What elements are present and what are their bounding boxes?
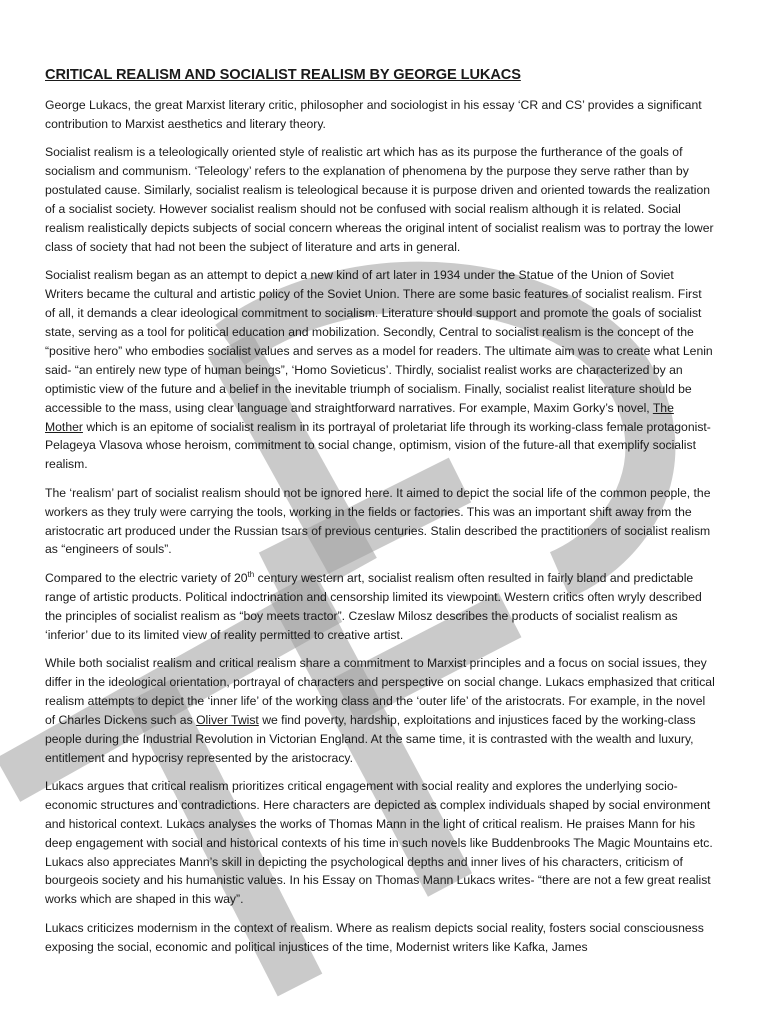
paragraph-socialist-realism-features [45,266,715,474]
text-segment: Socialist realism began as an attempt to depict a new kind of art later in 1934 under the Statue of the Union of Soviet Writers became the cultural and artistic policy of the Soviet Union. There are some basic features of socialist realism. First of all, it demands a clear ideological commitment to socialism. Literature should support and promote the goals of socialist state, serving as a tool for political education and mobilization. Secondly, Central to socialist realism is the concept of the “positive hero” who embodies socialist values and serves as a model for readers. The ultimate aim was to create what Lenin said- “an entirely new type of human beings”, ‘Homo Sovieticus’. Thirdly, socialist realist works are characterized by an optimistic view of the future and a belief in the inevitable triumph of socialism. Finally, socialist realist literature should be accessible to the mass, using clear language and straightforward narratives. For example, Maxim Gorky’s novel, [45,268,713,415]
paragraph-western-comparison [45,569,715,645]
paragraph-modernism: Lukacs criticizes modernism in the context of realism. Where as realism depicts social reality, fosters social consciousness exposing the social, economic and political injustices of the time, Modernist writers like Kafka, James [45,920,704,954]
text-segment: we find poverty, hardship, exploitations and injustices faced by the working-class people during the Industrial Revolution in Victorian England. At the same time, it is contrasted with the wealth and luxury, entitlement and hypocrisy represented by the aristocracy. [45,712,696,765]
document-body [45,64,715,966]
paragraph-thomas-mann: Lukacs argues that critical realism prioritizes critical engagement with social reality and explores the underlying socio-economic structures and contradictions. Here characters are depicted as complex individuals shaped by social environment and historical context. Lukacs analyses the works of Thomas Mann in the light of critical realism. He praises Mann for his deep engagement with social and historical contexts of his time in such novels like Buddenbrooks The Magic Mountains etc. Lukacs also appreciates Mann’s skill in depicting the psychological depths and inner lives of his characters, criticism of bourgeois society and his humanistic values. In his Essay on Thomas Mann Lukacs writes- “there are not a few great realist works which are shaped in this way”. [45,778,713,907]
paragraph-realism-part: The ‘realism’ part of socialist realism should not be ignored here. It aimed to depict the social life of the common people, the workers as they truly were carrying the tools, working in the fields or factories. This was an important shift away from the aristocratic art produced under the Russian tsars of previous centuries. Stalin described the practitioners of socialist realism as “engineers of souls”. [45,485,711,557]
paragraph-intro: George Lukacs, the great Marxist literary critic, philosopher and sociologist in his essay ‘CR and CS’ provides a significant contribution to Marxist aesthetics and literary theory. [45,98,702,131]
book-title-oliver-twist: Oliver Twist [196,712,259,727]
paragraph-critical-realism-contrast [45,654,715,767]
text-segment: While both socialist realism and critical realism share a commitment to Marxist principles and a focus on social issues, they differ in the ideological orientation, portrayal of characters and perspective on social change. Lukacs emphasized that critical realism attempts to depict the ‘inner life’ of the working class and the ‘outer life’ of the aristocrats. For example, in the novel of Charles Dickens such as [45,655,715,727]
text-segment: century western art, socialist realism often resulted in fairly bland and predictable range of artistic products. Political indoctrination and censorship limited its viewpoint. Western critics often wryly described the principles of socialist realism as “boy meets tractor”. Czeslaw Milosz describes the products of socialist realism as ‘inferior’ due to its limited view of reality permitted to creative artist. [45,570,702,642]
text-segment: which is an epitome of socialist realism in its portrayal of proletariat life through its working-class female protagonist- Pelageya Vlasova whose heroism, commitment to social change, optimism, vision of the future-all that exemplify socialist realism. [45,419,711,472]
book-title-the-mother: The Mother [45,400,674,434]
superscript-th: th [247,569,255,579]
text-segment: Compared to the electric variety of 20 [45,570,248,585]
paragraph-socialist-realism-definition: Socialist realism is a teleologically oriented style of realistic art which has as its purpose the furtherance of the goals of socialism and communism. ‘Teleology’ refers to the explanation of phenomena by the purpose they serve rather than by postulated cause. Similarly, socialist realism is teleological because it is purpose driven and oriented towards the realization of a socialist society. However socialist realism should not be confused with social realism although it is related. Social realism realistically depicts subjects of social concern whereas the original intent of socialist realism was to portray the lower class of society that had not been the subject of literature and arts in general. [45,145,714,254]
document-title: CRITICAL REALISM AND SOCIALIST REALISM BY GEORGE LUKACS [45,67,521,83]
